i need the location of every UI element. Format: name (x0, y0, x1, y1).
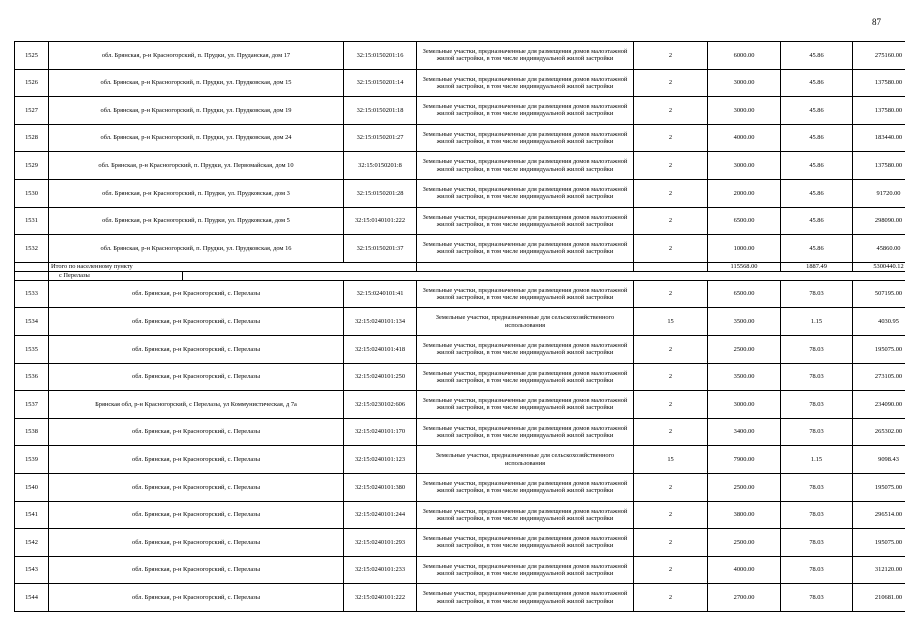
cadastral-number-cell: 32:15:0150201:16 (344, 42, 417, 70)
row-number: 1544 (15, 584, 49, 612)
category-code-cell: 2 (634, 280, 708, 308)
purpose-cell: Земельные участки, предназначенные для размещения домов малоэтажной жилой застройки, в том числе индивидуальной жилой застройки (417, 97, 634, 125)
address-cell: обл. Брянская, р-н Красногорский, п. Прудки, ул. Первомайская, дом 10 (49, 152, 344, 180)
row-number: 1530 (15, 179, 49, 207)
cadastral-value-cell: 183440.00 (853, 124, 905, 152)
unit-price-cell: 78.03 (781, 335, 853, 363)
row-number: 1540 (15, 473, 49, 501)
address-cell: обл. Брянская, р-н Красногорский, с. Перелазы (49, 473, 344, 501)
unit-price-cell: 78.03 (781, 529, 853, 557)
unit-price-cell: 78.03 (781, 418, 853, 446)
category-code-cell: 2 (634, 335, 708, 363)
area-cell: 4000.00 (708, 556, 781, 584)
cadastral-number-cell: 32:15:0240101:244 (344, 501, 417, 529)
table-row (15, 584, 905, 612)
row-number: 1536 (15, 363, 49, 391)
cadastral-number-cell: 32:15:0150201:8 (344, 152, 417, 180)
unit-price-cell: 78.03 (781, 473, 853, 501)
total-row (15, 262, 905, 271)
cadastral-value-cell: 137580.00 (853, 152, 905, 180)
category-code-cell: 2 (634, 179, 708, 207)
address-cell: обл. Брянская, р-н Красногорский, п. Прудки, ул. Прудковская, дом 15 (49, 69, 344, 97)
purpose-cell: Земельные участки, предназначенные для размещения домов малоэтажной жилой застройки, в том числе индивидуальной жилой застройки (417, 418, 634, 446)
area-cell: 6500.00 (708, 280, 781, 308)
rows-section-perelazy (15, 280, 905, 611)
cadastral-number-cell: 32:15:0240101:380 (344, 473, 417, 501)
area-cell: 2500.00 (708, 529, 781, 557)
unit-price-cell: 45.86 (781, 97, 853, 125)
table-row (15, 124, 905, 152)
total-price: 1887.49 (781, 262, 853, 271)
table-row (15, 42, 905, 70)
unit-price-cell: 78.03 (781, 501, 853, 529)
address-cell: обл. Брянская, р-н Красногорский, с. Перелазы (49, 584, 344, 612)
address-cell: обл. Брянская, р-н Красногорский, п. Прудки, ул. Прудковская, дом 24 (49, 124, 344, 152)
unit-price-cell: 1.15 (781, 308, 853, 336)
area-cell: 2700.00 (708, 584, 781, 612)
address-cell: обл. Брянская, р-н Красногорский, с. Перелазы (49, 308, 344, 336)
category-code-cell: 2 (634, 42, 708, 70)
table-row (15, 391, 905, 419)
cadastral-number-cell: 32:15:0240101:222 (344, 584, 417, 612)
area-cell: 6000.00 (708, 42, 781, 70)
address-cell: обл. Брянская, р-н Красногорский, с. Перелазы (49, 418, 344, 446)
land-plots-table (14, 41, 905, 612)
unit-price-cell: 78.03 (781, 363, 853, 391)
category-code-cell: 2 (634, 391, 708, 419)
cadastral-number-cell: 32:15:0150201:18 (344, 97, 417, 125)
address-cell: обл. Брянская, р-н Красногорский, с. Перелазы (49, 556, 344, 584)
table-row (15, 179, 905, 207)
rows-section-prudki (15, 42, 905, 263)
cadastral-number-cell: 32:15:0150201:28 (344, 179, 417, 207)
total-area: 115568.00 (708, 262, 781, 271)
total-value: 5300440.12 (853, 262, 905, 271)
row-number: 1534 (15, 308, 49, 336)
area-cell: 3800.00 (708, 501, 781, 529)
table-row (15, 473, 905, 501)
purpose-cell: Земельные участки, предназначенные для размещения домов малоэтажной жилой застройки, в том числе индивидуальной жилой застройки (417, 501, 634, 529)
row-number: 1531 (15, 207, 49, 235)
address-cell: обл. Брянская, р-н Красногорский, п. Прудки, ул. Прудковская, дом 19 (49, 97, 344, 125)
category-code-cell: 2 (634, 529, 708, 557)
row-number: 1526 (15, 69, 49, 97)
row-number: 1542 (15, 529, 49, 557)
table-row (15, 529, 905, 557)
unit-price-cell: 45.86 (781, 69, 853, 97)
unit-price-cell: 78.03 (781, 584, 853, 612)
cadastral-number-cell: 32:15:0240101:250 (344, 363, 417, 391)
purpose-cell: Земельные участки, предназначенные для размещения домов малоэтажной жилой застройки, в том числе индивидуальной жилой застройки (417, 69, 634, 97)
row-number: 1539 (15, 446, 49, 474)
row-number: 1535 (15, 335, 49, 363)
total-label: Итого по населенному пункту (49, 262, 417, 271)
cadastral-number-cell: 32:15:0240101:233 (344, 556, 417, 584)
area-cell: 4000.00 (708, 124, 781, 152)
cadastral-value-cell: 298090.00 (853, 207, 905, 235)
purpose-cell: Земельные участки, предназначенные для размещения домов малоэтажной жилой застройки, в том числе индивидуальной жилой застройки (417, 235, 634, 263)
address-cell: обл. Брянская, р-н Красногорский, п. Прудки, ул. Пруданская, дом 17 (49, 42, 344, 70)
cadastral-number-cell: 32:15:0240101:293 (344, 529, 417, 557)
category-code-cell: 2 (634, 124, 708, 152)
area-cell: 3500.00 (708, 308, 781, 336)
purpose-cell: Земельные участки, предназначенные для размещения домов малоэтажной жилой застройки, в том числе индивидуальной жилой застройки (417, 473, 634, 501)
address-cell: обл. Брянская, р-н Красногорский, п. Прудки, ул. Прудковская, дом 5 (49, 207, 344, 235)
unit-price-cell: 78.03 (781, 556, 853, 584)
address-cell: обл. Брянская, р-н Красногорский, с. Перелазы (49, 446, 344, 474)
row-number: 1529 (15, 152, 49, 180)
area-cell: 2500.00 (708, 335, 781, 363)
table-row (15, 335, 905, 363)
area-cell: 6500.00 (708, 207, 781, 235)
cadastral-number-cell: 32:15:0240101:418 (344, 335, 417, 363)
purpose-cell: Земельные участки, предназначенные для размещения домов малоэтажной жилой застройки, в том числе индивидуальной жилой застройки (417, 152, 634, 180)
purpose-cell: Земельные участки, предназначенные для размещения домов малоэтажной жилой застройки, в том числе индивидуальной жилой застройки (417, 42, 634, 70)
category-code-cell: 2 (634, 69, 708, 97)
category-code-cell: 2 (634, 473, 708, 501)
row-number: 1528 (15, 124, 49, 152)
cadastral-number-cell: 32:15:0150201:37 (344, 235, 417, 263)
page-number: 87 (872, 17, 881, 27)
group-blank-cell (15, 271, 49, 280)
purpose-cell: Земельные участки, предназначенные для размещения домов малоэтажной жилой застройки, в том числе индивидуальной жилой застройки (417, 363, 634, 391)
category-code-cell: 2 (634, 501, 708, 529)
cadastral-value-cell: 296514.00 (853, 501, 905, 529)
cadastral-number-cell: 32:15:0140101:222 (344, 207, 417, 235)
table-row (15, 556, 905, 584)
purpose-cell: Земельные участки, предназначенные для размещения домов малоэтажной жилой застройки, в том числе индивидуальной жилой застройки (417, 529, 634, 557)
purpose-cell: Земельные участки, предназначенные для размещения домов малоэтажной жилой застройки, в том числе индивидуальной жилой застройки (417, 556, 634, 584)
total-section (15, 262, 905, 280)
category-code-cell: 2 (634, 556, 708, 584)
area-cell: 2500.00 (708, 473, 781, 501)
row-number: 1533 (15, 280, 49, 308)
total-blank-cell (634, 262, 708, 271)
category-code-cell: 15 (634, 446, 708, 474)
table-row (15, 97, 905, 125)
table-row (15, 308, 905, 336)
address-cell: обл. Брянская, р-н Красногорский, с. Перелазы (49, 280, 344, 308)
purpose-cell: Земельные участки, предназначенные для размещения домов малоэтажной жилой застройки, в том числе индивидуальной жилой застройки (417, 179, 634, 207)
table-row (15, 207, 905, 235)
unit-price-cell: 45.86 (781, 235, 853, 263)
unit-price-cell: 78.03 (781, 280, 853, 308)
cadastral-value-cell: 195075.00 (853, 473, 905, 501)
group-blank-cell (183, 271, 905, 280)
row-number: 1532 (15, 235, 49, 263)
cadastral-value-cell: 312120.00 (853, 556, 905, 584)
table-row (15, 418, 905, 446)
table-row (15, 69, 905, 97)
table-row (15, 363, 905, 391)
unit-price-cell: 45.86 (781, 42, 853, 70)
unit-price-cell: 45.86 (781, 152, 853, 180)
cadastral-value-cell: 507195.00 (853, 280, 905, 308)
cadastral-number-cell: 32:15:0240101:123 (344, 446, 417, 474)
total-blank-cell (417, 262, 634, 271)
address-cell: обл. Брянская, р-н Красногорский, с. Перелазы (49, 529, 344, 557)
cadastral-number-cell: 32:15:0240101:41 (344, 280, 417, 308)
unit-price-cell: 45.86 (781, 124, 853, 152)
table-row (15, 280, 905, 308)
cadastral-value-cell: 137580.00 (853, 69, 905, 97)
cadastral-value-cell: 4030.95 (853, 308, 905, 336)
cadastral-number-cell: 32:15:0150201:14 (344, 69, 417, 97)
purpose-cell: Земельные участки, предназначенные для размещения домов малоэтажной жилой застройки, в том числе индивидуальной жилой застройки (417, 391, 634, 419)
row-number: 1543 (15, 556, 49, 584)
row-number: 1525 (15, 42, 49, 70)
area-cell: 3000.00 (708, 97, 781, 125)
table-row (15, 152, 905, 180)
area-cell: 3400.00 (708, 418, 781, 446)
category-code-cell: 2 (634, 152, 708, 180)
table-row (15, 235, 905, 263)
address-cell: обл. Брянская, р-н Красногорский, п. Прудки, ул. Прудковская, дом 16 (49, 235, 344, 263)
address-cell: обл. Брянская, р-н Красногорский, с. Перелазы (49, 363, 344, 391)
category-code-cell: 2 (634, 97, 708, 125)
cadastral-value-cell: 273105.00 (853, 363, 905, 391)
cadastral-number-cell: 32:15:0150201:27 (344, 124, 417, 152)
area-cell: 3000.00 (708, 69, 781, 97)
category-code-cell: 2 (634, 418, 708, 446)
area-cell: 3500.00 (708, 363, 781, 391)
cadastral-value-cell: 9098.43 (853, 446, 905, 474)
category-code-cell: 2 (634, 207, 708, 235)
table-row (15, 501, 905, 529)
purpose-cell: Земельные участки, предназначенные для размещения домов малоэтажной жилой застройки, в том числе индивидуальной жилой застройки (417, 124, 634, 152)
purpose-cell: Земельные участки, предназначенные для сельскохозяйственного использования (417, 446, 634, 474)
cadastral-number-cell: 32:15:0240101:170 (344, 418, 417, 446)
cadastral-value-cell: 195075.00 (853, 335, 905, 363)
cadastral-number-cell: 32:15:0240101:134 (344, 308, 417, 336)
address-cell: Брянская обл, р-н Красногорский, с Перелазы, ул Коммунистическая, д 7а (49, 391, 344, 419)
cadastral-value-cell: 265302.00 (853, 418, 905, 446)
purpose-cell: Земельные участки, предназначенные для размещения домов малоэтажной жилой застройки, в том числе индивидуальной жилой застройки (417, 207, 634, 235)
cadastral-value-cell: 275160.00 (853, 42, 905, 70)
purpose-cell: Земельные участки, предназначенные для сельскохозяйственного использования (417, 308, 634, 336)
area-cell: 7900.00 (708, 446, 781, 474)
area-cell: 2000.00 (708, 179, 781, 207)
row-number: 1527 (15, 97, 49, 125)
group-header-row (15, 271, 905, 280)
unit-price-cell: 78.03 (781, 391, 853, 419)
purpose-cell: Земельные участки, предназначенные для размещения домов малоэтажной жилой застройки, в том числе индивидуальной жилой застройки (417, 335, 634, 363)
cadastral-value-cell: 91720.00 (853, 179, 905, 207)
cadastral-number-cell: 32:15:0230102:606 (344, 391, 417, 419)
cadastral-value-cell: 45860.00 (853, 235, 905, 263)
unit-price-cell: 1.15 (781, 446, 853, 474)
cadastral-value-cell: 195075.00 (853, 529, 905, 557)
address-cell: обл. Брянская, р-н Красногорский, с. Перелазы (49, 335, 344, 363)
address-cell: обл. Брянская, р-н Красногорский, п. Прудки, ул. Прудковская, дом 3 (49, 179, 344, 207)
category-code-cell: 2 (634, 363, 708, 391)
cadastral-value-cell: 210681.00 (853, 584, 905, 612)
area-cell: 1000.00 (708, 235, 781, 263)
purpose-cell: Земельные участки, предназначенные для размещения домов малоэтажной жилой застройки, в том числе индивидуальной жилой застройки (417, 584, 634, 612)
total-blank-cell (15, 262, 49, 271)
cadastral-value-cell: 234090.00 (853, 391, 905, 419)
purpose-cell: Земельные участки, предназначенные для размещения домов малоэтажной жилой застройки, в том числе индивидуальной жилой застройки (417, 280, 634, 308)
category-code-cell: 15 (634, 308, 708, 336)
category-code-cell: 2 (634, 584, 708, 612)
row-number: 1538 (15, 418, 49, 446)
cadastral-value-cell: 137580.00 (853, 97, 905, 125)
area-cell: 3000.00 (708, 391, 781, 419)
area-cell: 3000.00 (708, 152, 781, 180)
unit-price-cell: 45.86 (781, 179, 853, 207)
unit-price-cell: 45.86 (781, 207, 853, 235)
row-number: 1541 (15, 501, 49, 529)
address-cell: обл. Брянская, р-н Красногорский, с. Перелазы (49, 501, 344, 529)
table-row (15, 446, 905, 474)
category-code-cell: 2 (634, 235, 708, 263)
row-number: 1537 (15, 391, 49, 419)
group-label: с Перелазы (49, 271, 183, 280)
